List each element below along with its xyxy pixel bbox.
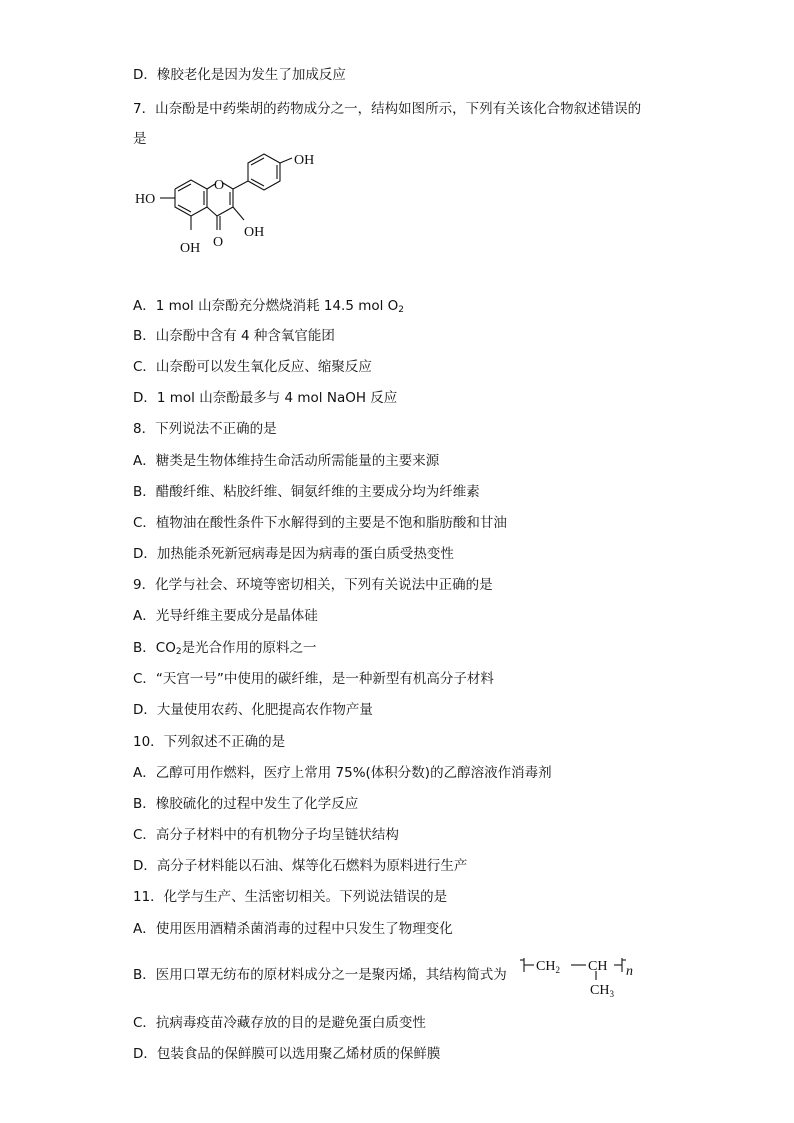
carbonyl-oxygen-label: O: [213, 235, 224, 250]
q8-stem: 8．下列说法不正确的是: [133, 421, 277, 437]
repeat-n-label: n: [626, 964, 633, 979]
q10-option-b: B．橡胶硫化的过程中发生了化学反应: [133, 796, 359, 812]
q7-option-c: C．山奈酚可以发生氧化反应、缩聚反应: [133, 359, 372, 375]
q10-option-d: D．高分子材料能以石油、煤等化石燃料为原料进行生产: [133, 858, 468, 874]
q9-option-c: C．“天宫一号”中使用的碳纤维，是一种新型有机高分子材料: [133, 671, 494, 687]
oh-right-label: OH: [244, 225, 265, 240]
q8-option-c: C．植物油在酸性条件下水解得到的主要是不饱和脂肪酸和甘油: [133, 515, 507, 531]
q9-option-d: D．大量使用农药、化肥提高农作物产量: [133, 702, 373, 718]
polypropylene-structure: [518, 950, 638, 1000]
q7-option-a: A．1 mol 山奈酚充分燃烧消耗 14.5 mol $O_2$: [133, 298, 405, 315]
q11-stem: 11．化学与生产、生活密切相关。下列说法错误的是: [133, 889, 448, 905]
q9-option-a: A．光导纤维主要成分是晶体硅: [133, 608, 318, 624]
q7-option-d: D．1 mol 山奈酚最多与 4 mol NaOH 反应: [133, 390, 398, 406]
oh-top-label: OH: [294, 153, 315, 168]
q10-stem: 10．下列叙述不正确的是: [133, 734, 286, 750]
q11-option-a: A．使用医用酒精杀菌消毒的过程中只发生了物理变化: [133, 921, 453, 937]
q10-option-c: C．高分子材料中的有机物分子均呈链状结构: [133, 827, 399, 843]
oh-bottom-label: OH: [180, 241, 201, 256]
q8-option-b: B．醋酸纤维、粘胶纤维、铜氨纤维的主要成分均为纤维素: [133, 484, 480, 500]
q8-option-a: A．糖类是生物体维持生命活动所需能量的主要来源: [133, 453, 440, 469]
kaempferol-structure: [130, 150, 330, 260]
q11-option-b: B．医用口罩无纺布的原材料成分之一是聚丙烯，其结构简式为: [133, 967, 507, 983]
q11-option-c: C．抗病毒疫苗冷藏存放的目的是避免蛋白质变性: [133, 1015, 426, 1031]
q7-stem-line2: 是: [133, 131, 147, 147]
q10-option-a: A．乙醇可用作燃料，医疗上常用 75%(体积分数)的乙醇溶液作消毒剂: [133, 765, 552, 781]
ch3-label: $CH_3$: [590, 983, 614, 999]
q7-stem-line1: 7．山奈酚是中药柴胡的药物成分之一，结构如图所示，下列有关该化合物叙述错误的: [133, 101, 642, 117]
ring-oxygen-label: O: [214, 178, 225, 193]
q11-option-d: D．包装食品的保鲜膜可以选用聚乙烯材质的保鲜膜: [133, 1046, 441, 1062]
ho-left-label: HO: [135, 192, 156, 207]
q7-option-b: B．山奈酚中含有 4 种含氧官能团: [133, 328, 335, 344]
q6-option-d: D．橡胶老化是因为发生了加成反应: [133, 67, 346, 83]
q9-stem: 9．化学与社会、环境等密切相关，下列有关说法中正确的是: [133, 577, 493, 593]
ch-label: CH: [588, 959, 608, 974]
q9-option-b: B．$CO_2$是光合作用的原料之一: [133, 640, 317, 657]
q8-option-d: D．加热能杀死新冠病毒是因为病毒的蛋白质受热变性: [133, 546, 454, 562]
ch2-label: $CH_2$: [536, 959, 560, 975]
